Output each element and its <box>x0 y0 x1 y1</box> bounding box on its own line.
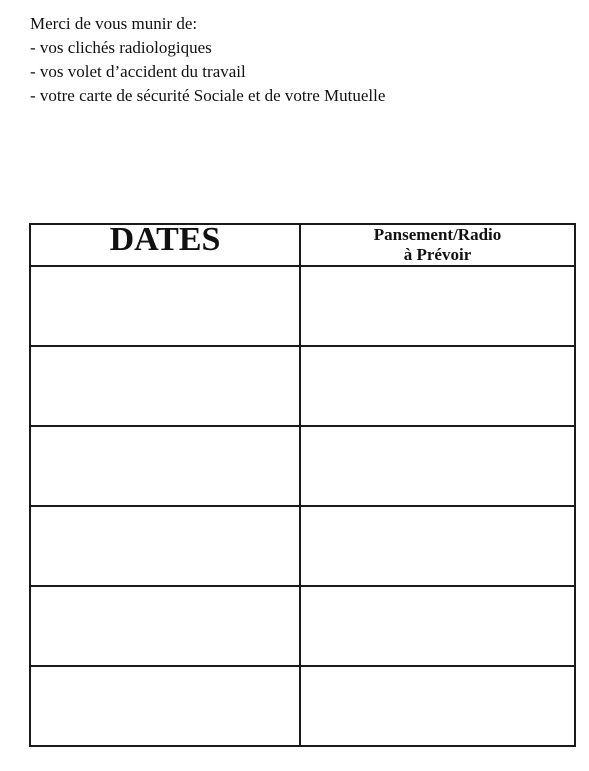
table-row <box>30 506 575 586</box>
table-row <box>30 426 575 506</box>
date-cell[interactable] <box>30 506 300 586</box>
table-row <box>30 586 575 666</box>
date-cell[interactable] <box>30 346 300 426</box>
instruction-item: - vos clichés radiologiques <box>30 38 212 57</box>
pansement-radio-cell[interactable] <box>300 666 575 746</box>
instruction-item: - votre carte de sécurité Sociale et de votre Mutuelle <box>30 86 386 105</box>
table-row <box>30 266 575 346</box>
date-cell[interactable] <box>30 266 300 346</box>
instruction-item: - vos volet d’accident du travail <box>30 62 246 81</box>
pansement-radio-header-line1: Pansement/Radio <box>373 225 502 244</box>
table-header-row <box>30 224 575 266</box>
dates-column-header: DATES <box>30 224 300 266</box>
date-cell[interactable] <box>30 666 300 746</box>
pansement-radio-column-header <box>300 224 575 266</box>
pansement-radio-header-line2: à Prévoir <box>403 245 472 264</box>
pansement-radio-cell[interactable] <box>300 506 575 586</box>
instructions-block <box>30 12 385 108</box>
table-row <box>30 666 575 746</box>
appointments-table <box>29 223 576 747</box>
date-cell[interactable] <box>30 426 300 506</box>
instructions-intro: Merci de vous munir de: <box>30 14 198 33</box>
table-row <box>30 346 575 426</box>
pansement-radio-cell[interactable] <box>300 266 575 346</box>
pansement-radio-cell[interactable] <box>300 346 575 426</box>
date-cell[interactable] <box>30 586 300 666</box>
pansement-radio-cell[interactable] <box>300 586 575 666</box>
pansement-radio-cell[interactable] <box>300 426 575 506</box>
